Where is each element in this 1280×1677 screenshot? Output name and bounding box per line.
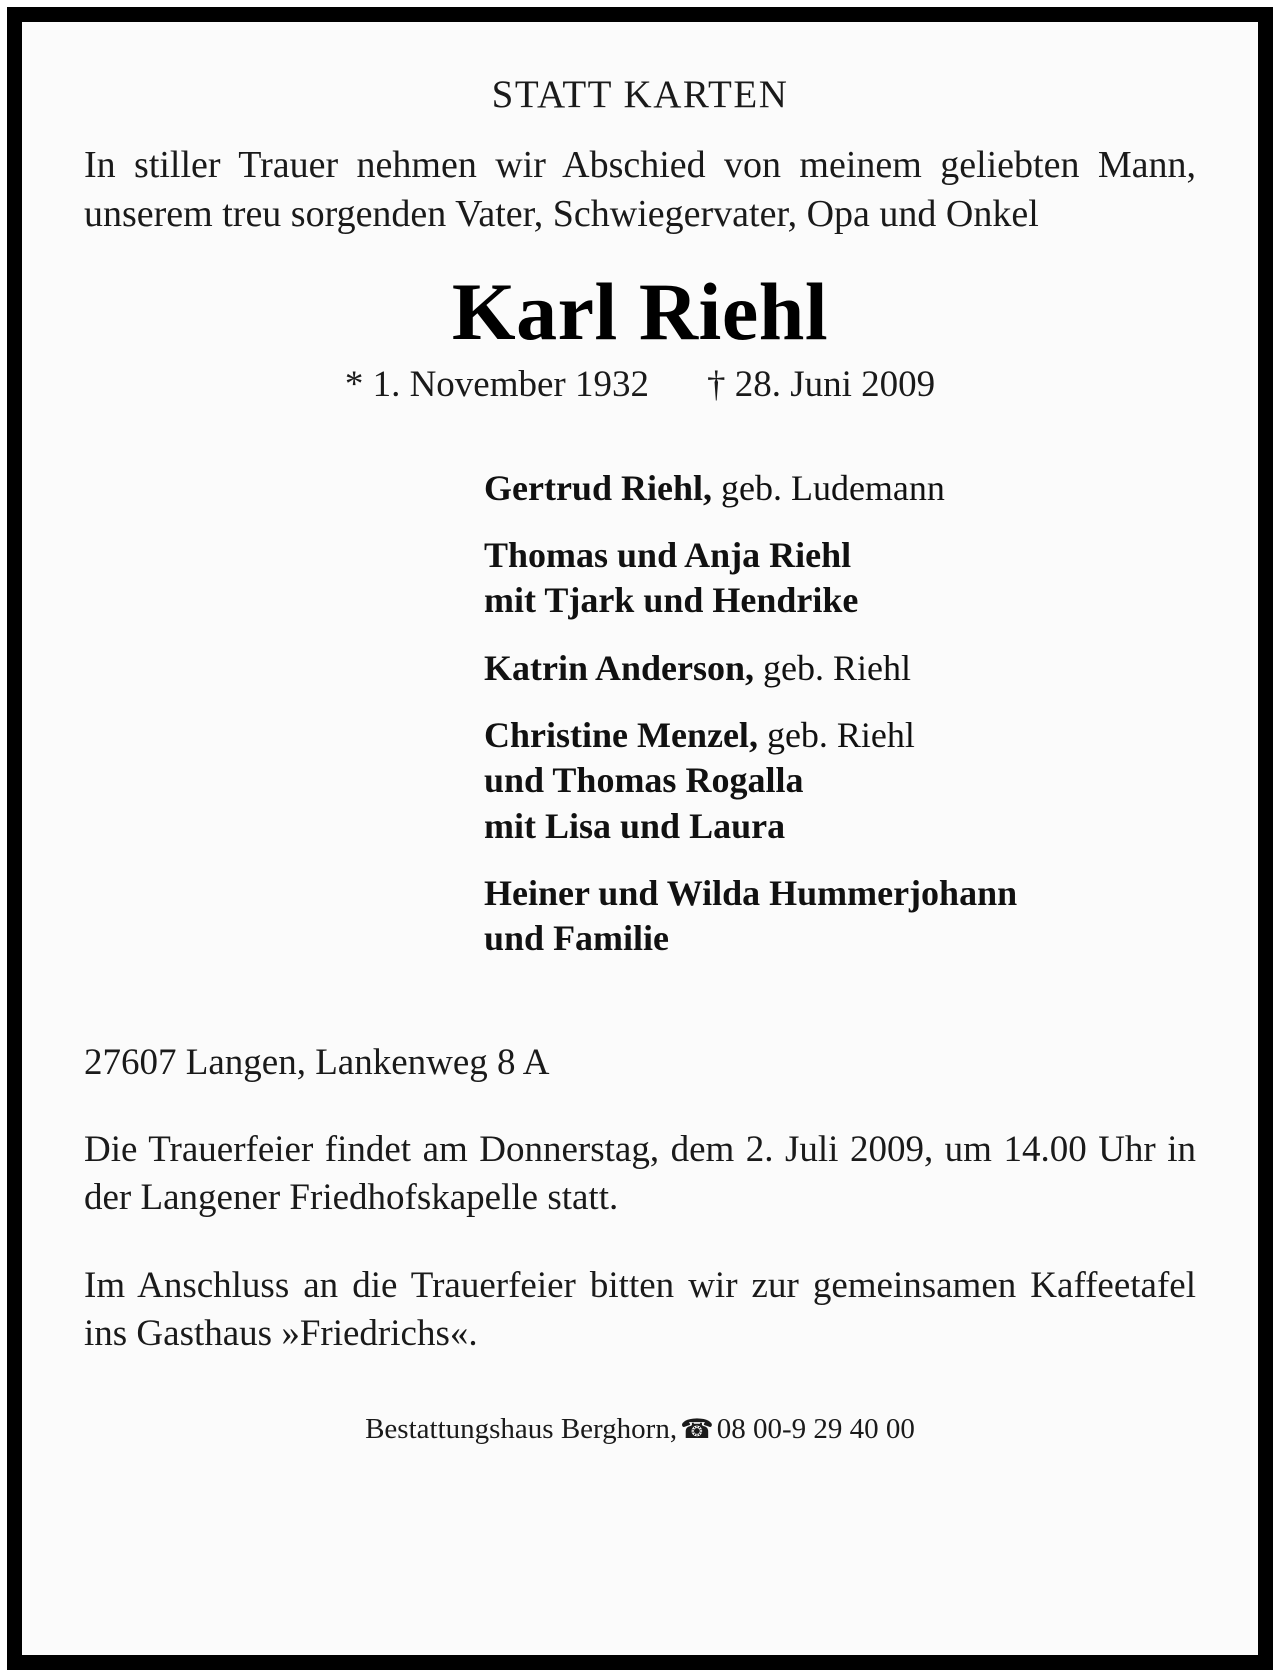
death-date: † 28. Juni 2009 (706, 364, 936, 406)
undertaker-footer (84, 1412, 1196, 1447)
reception-paragraph: Im Anschluss an die Trauerfeier bitten wir zur gemeinsamen Kaffeetafel ins Gasthaus »Friedrichs«. (84, 1265, 1196, 1355)
survivor-name: Thomas und Anja Riehl (484, 534, 852, 575)
survivor-entry (484, 646, 1196, 691)
undertaker-name: Bestattungshaus Berghorn, (365, 1413, 678, 1446)
survivor-maiden-name: geb. Riehl (754, 647, 912, 688)
survivors-list (84, 466, 1196, 962)
statt-karten-heading: STATT KARTEN (491, 73, 789, 116)
survivor-family-suffix: und Familie (484, 918, 670, 959)
survivor-entry (484, 713, 1196, 849)
funeral-service-paragraph: Die Trauerfeier findet am Donnerstag, dem 2. Juli 2009, um 14.00 Uhr in der Langener Friedhofskapelle statt. (84, 1129, 1196, 1219)
survivor-entry (484, 466, 1196, 511)
birth-date: * 1. November 1932 (344, 364, 649, 406)
survivor-name: Christine Menzel, (484, 715, 758, 756)
obituary-frame (7, 7, 1273, 1670)
deceased-name: Karl Riehl (451, 265, 829, 357)
survivor-partner: und Thomas Rogalla (484, 760, 804, 801)
survivor-entry (484, 871, 1196, 962)
survivor-name: Gertrud Riehl, (484, 467, 712, 508)
survivor-maiden-name: geb. Ludemann (711, 467, 945, 508)
undertaker-phone: 08 00-9 29 40 00 (716, 1413, 915, 1446)
obituary-card (19, 19, 1261, 1658)
survivor-maiden-name: geb. Riehl (757, 715, 915, 756)
survivor-entry (484, 533, 1196, 624)
survivor-children: mit Tjark und Hendrike (484, 580, 859, 621)
life-dates (84, 363, 1196, 407)
survivor-name: Katrin Anderson, (484, 647, 755, 688)
survivor-name: Heiner und Wilda Hummerjohann (484, 873, 1018, 914)
mourning-intro-text: In stiller Trauer nehmen wir Abschied von meinem geliebten Mann, unserem treu sorgenden Vater, Schwiegervater, Opa und Onkel (84, 143, 1196, 235)
telephone-icon: ☎ (680, 1414, 714, 1445)
survivor-children: mit Lisa und Laura (484, 805, 786, 846)
mourning-address: 27607 Langen, Lankenweg 8 A (84, 1041, 550, 1083)
